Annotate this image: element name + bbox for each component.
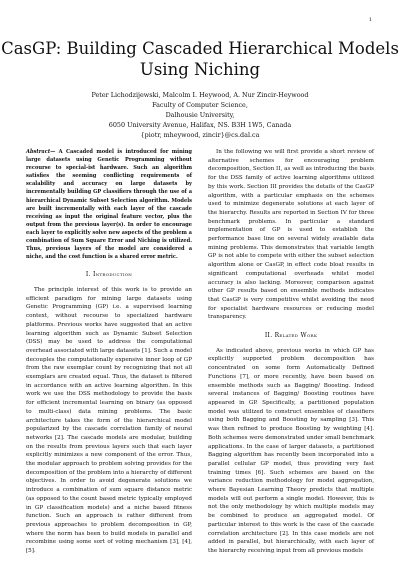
author-address: 6050 University Avenue, Halifax, NS. B3H 1W5, Canada <box>108 121 292 129</box>
section-heading-introduction: I. Introduction <box>85 271 133 279</box>
author-email: {piotr, mheywood, zincir}@cs.dal.ca <box>140 131 260 139</box>
abstract-label: Abstract <box>26 149 51 155</box>
paper-title: CasGP: Building Cascaded Hierarchical Models Using Niching <box>1 39 399 79</box>
section-heading-related-work: II. Related Work <box>264 332 318 340</box>
left-column <box>26 148 192 556</box>
intro-continued-paragraph: In the following we will first provide a short review of alternative schemes for encouraging problem decomposition, Section II, as well as introducing the basis for the DSS family of active learning algorithms utilized by this work. Section III provides the details of the CasGP algorithm, with a particular emphasis on the schemes used to minimize degenerate solutions at each layer of the hierarchy. Results are reported in Section IV for three benchmark problems. In particular a standard implementation of GP is used to establish the performance base line on several widely available data mining problems. This demonstrates that variable length GP is not able to compete with either the subset selection algorithm alone or CasGP, in effect code bloat results in significant computational overheads whilst model accuracy is also lacking. Moreover, comparison against other GP results based on ensemble methods indicates that CasGP is very competitive whilst avoiding the need for specialist hardware resources or reducing model transparency. <box>208 149 374 321</box>
page-number: 1 <box>368 17 372 23</box>
author-block <box>0 90 400 140</box>
author-faculty: Faculty of Computer Science, <box>152 101 248 109</box>
author-names: Peter Lichodzijewski, Malcolm I. Heywood, A. Nur Zincir-Heywood <box>91 91 309 99</box>
abstract <box>26 148 192 261</box>
related-work-paragraph: As indicated above, previous works in which GP has explicitly supported problem decomposition has concentrated on some form Automatically Defined Functions [7], or more recently, have been based on ensemble methods such as Bagging/ Boosting. Indeed several instances of Bagging/ Boosting routines have appeared in GP. Specifically, a partitioned population model was utilized to construct ensembles of classifiers using both Bagging and Boosting by sampling [3]. This was then refined to produce Boosting by weighting [4]. Both schemes were demonstrated under small benchmark applications. In the case of larger datasets, a partitioned Bagging algorithm has recently been incorporated into a parallel cellular GP model, thus providing very fast training times [6]. Such schemes are based on the variance reduction methodology for model aggregation, where Bayesian Learning Theory predicts that multiple models will out perform a single model. However, this is not the only methodology by which multiple models may be combined to produce an aggregated model. Of particular interest to this work is the case of the cascade correlation architecture [2]. In this case models are not added in parallel, but hierarchically, with each layer of the hierarchy receiving input from all previous models <box>208 347 374 554</box>
introduction-paragraph: The principle interest of this work is to provide an efficient paradigm for mining large datasets using Genetic Programming (GP) i.e. a supervised learning context, without recourse to specialized hardware platforms. Previous works have suggested that an active learning algorithm such as Dynamic Subset Selection (DSS) may be used to address the computational overhead associated with large datasets [1]. Such a model decouples the computationally expensive inner loop of GP from the raw exemplar count by recognizing that not all exemplars are created equal. Thus, the dataset is filtered in accordance with an active learning algorithm. In this work we use the DSS methodology to provide the basis for efficient incremental learning on binary (as opposed to multi-class) data mining problems. The basic architecture takes the form of the hierarchical model popularized by the cascade correlation family of neural networks [2]. The cascade models are modular, building on the results from previous layers such that each layer explicitly minimizes a new component of the error. Thus, the modular approach to problem solving provides for the decomposition of the problem into a hierarchy of different objectives. In order to avoid degenerate solutions we introduce a combination of sum square distance metric (as opposed to the count based metric typically employed in GP classification models) and a niche based fitness function. Such an approach is rather different from previous approaches to problem decomposition in GP, where the norm has been to build models in parallel and recombine using some sort of voting mechanism [3], [4], [5]. <box>26 287 192 555</box>
right-column <box>208 148 374 556</box>
abstract-text: — A Cascaded model is introduced for mining large datasets using Genetic Programming without recourse to special-ist hardware. Such an algorithm satisfies the seeming conflicting requirements of scalability and accuracy on large datasets by incrementally building GP classifiers through the use of a hierarchical Dynamic Subset Selection algorithm. Models are built incrementally with each layer of the cascade receiving as input the original feature vector, plus the output from the previous layer(s). In order to encourage each layer to explicitly solve new aspects of the problem a combination of Sum Square Error and Niching is utilized. Thus, previous layers of the model are considered a niche, and the cost function is a shared error metric. <box>26 149 192 261</box>
author-university: Dalhousie University, <box>165 111 235 119</box>
